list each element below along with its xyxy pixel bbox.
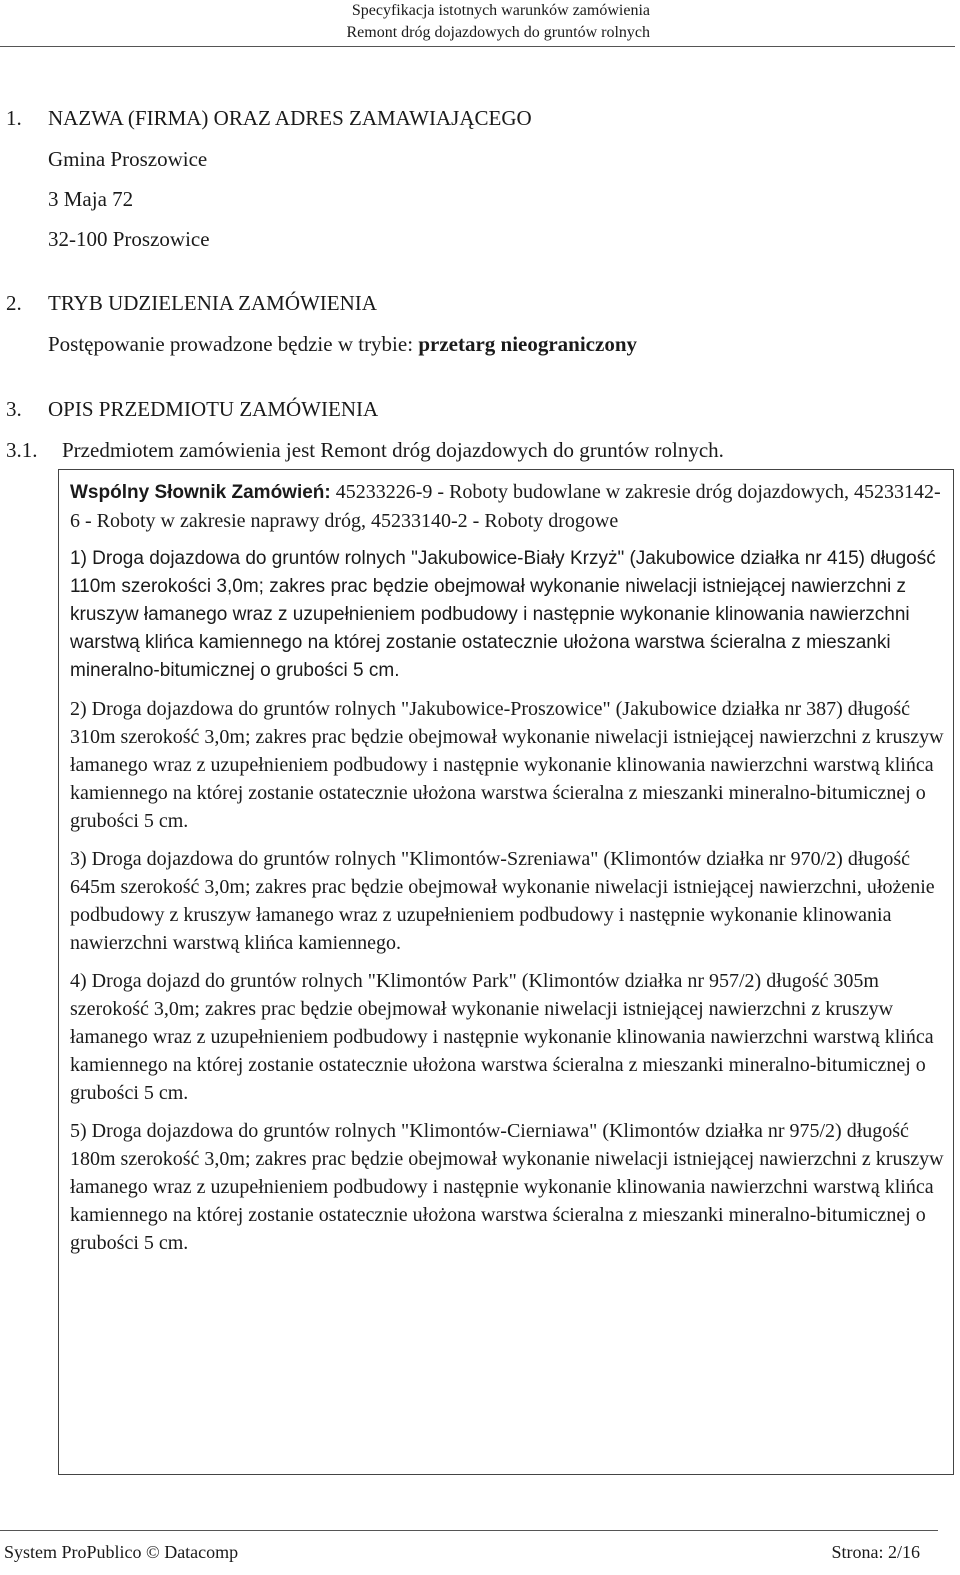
scope-item-1: 1) Droga dojazdowa do gruntów rolnych "Jakubowice-Biały Krzyż" (Jakubowice działka nr 415) długość 110m szerokości 3,0m; zakres prac będzie obejmował wykonanie niwelacji istniejącej nawierzchni z kruszyw łamanego wraz z uzupełnieniem podbudowy i następnie wykonanie klinowania nawierzchni warstwą klińca kamiennego na której zostanie ostatecznie ułożona warstwa ścieralna z mieszanki mineralno-bitumicznej o grubości 5 cm. <box>70 548 936 681</box>
section-3-heading <box>6 396 378 422</box>
section-2-title: TRYB UDZIELENIA ZAMÓWIENIA <box>48 291 377 315</box>
section-3-1-text: Przedmiotem zamówienia jest Remont dróg dojazdowych do gruntów rolnych. <box>62 438 724 462</box>
cpv-paragraph <box>70 478 948 535</box>
scope-box-content <box>70 478 948 1267</box>
procedure-prefix: Postępowanie prowadzone będzie w trybie: <box>48 332 419 356</box>
section-1-number: 1. <box>6 106 22 130</box>
section-1-heading <box>6 105 532 131</box>
scope-item-3: 3) Droga dojazdowa do gruntów rolnych "Klimontów-Szreniawa" (Klimontów działka nr 970/2) długość 645m szerokość 3,0m; zakres prac będzie obejmował wykonanie niwelacji istniejącej nawierzchni, ułożenie podbudowy z kruszyw łamanego wraz z uzupełnieniem podbudowy i następnie wykonanie klinowania nawierzchni warstwą klińca kamiennego. <box>70 848 935 954</box>
header-divider <box>0 46 955 47</box>
page-header <box>347 0 651 44</box>
section-1-title: NAZWA (FIRMA) ORAZ ADRES ZAMAWIAJĄCEGO <box>48 106 532 130</box>
footer-system: System ProPublico © Datacomp <box>4 1542 239 1562</box>
procedure-text <box>48 331 637 357</box>
section-3-title: OPIS PRZEDMIOTU ZAMÓWIENIA <box>48 397 379 421</box>
address-street: 3 Maja 72 <box>48 187 134 211</box>
address-city: 32-100 Proszowice <box>48 227 210 251</box>
section-3-number: 3. <box>6 397 22 421</box>
scope-item-4: 4) Droga dojazd do gruntów rolnych "Klimontów Park" (Klimontów działka nr 957/2) długość 305m szerokość 3,0m; zakres prac będzie obejmował wykonanie niwelacji istniejącej nawierzchni z kruszyw łamanego wraz z uzupełnieniem podbudowy i następnie wykonanie klinowania nawierzchni warstwą klińca kamiennego na której zostanie ostatecznie ułożona warstwa ścieralna z mieszanki mineralno-bitumicznej o grubości 5 cm. <box>70 970 934 1104</box>
section-3-1 <box>6 437 724 463</box>
address-name: Gmina Proszowice <box>48 147 208 171</box>
footer-divider <box>0 1530 938 1531</box>
scope-item-5: 5) Droga dojazdowa do gruntów rolnych "Klimontów-Cierniawa" (Klimontów działka nr 975/2) długość 180m szerokość 3,0m; zakres prac będzie obejmował wykonanie niwelacji istniejącej nawierzchni z kruszyw łamanego wraz z uzupełnieniem podbudowy i następnie wykonanie klinowania nawierzchni warstwą klińca kamiennego na której zostanie ostatecznie ułożona warstwa ścieralna z mieszanki mineralno-bitumicznej o grubości 5 cm. <box>70 1120 944 1254</box>
scope-item-2: 2) Droga dojazdowa do gruntów rolnych "Jakubowice-Proszowice" (Jakubowice działka nr 387) długość 310m szerokość 3,0m; zakres prac będzie obejmował wykonanie niwelacji istniejącej nawierzchni z kruszyw łamanego wraz z uzupełnieniem podbudowy i następnie wykonanie klinowania nawierzchni warstwą klińca kamiennego na której zostanie ostatecznie ułożona warstwa ścieralna z mieszanki mineralno-bitumicznej o grubości 5 cm. <box>70 698 944 832</box>
scope-box <box>58 469 954 1475</box>
cpv-label: Wspólny Słownik Zamówień: <box>70 482 331 503</box>
section-2-number: 2. <box>6 291 22 315</box>
cpv-text: 45233226-9 - Roboty budowlane w zakresie dróg dojazdowych, 45233142-6 - Roboty w zakresie naprawy dróg, 45233140-2 - Roboty drogowe <box>70 481 941 532</box>
section-2-heading <box>6 290 377 316</box>
header-subtitle: Remont dróg dojazdowych do gruntów rolnych <box>346 24 650 41</box>
section-3-1-number: 3.1. <box>6 438 38 462</box>
footer-page-number: Strona: 2/16 <box>831 1542 920 1562</box>
procedure-mode: przetarg nieograniczony <box>418 332 638 356</box>
header-title: Specyfikacja istotnych warunków zamówienia <box>351 2 650 19</box>
